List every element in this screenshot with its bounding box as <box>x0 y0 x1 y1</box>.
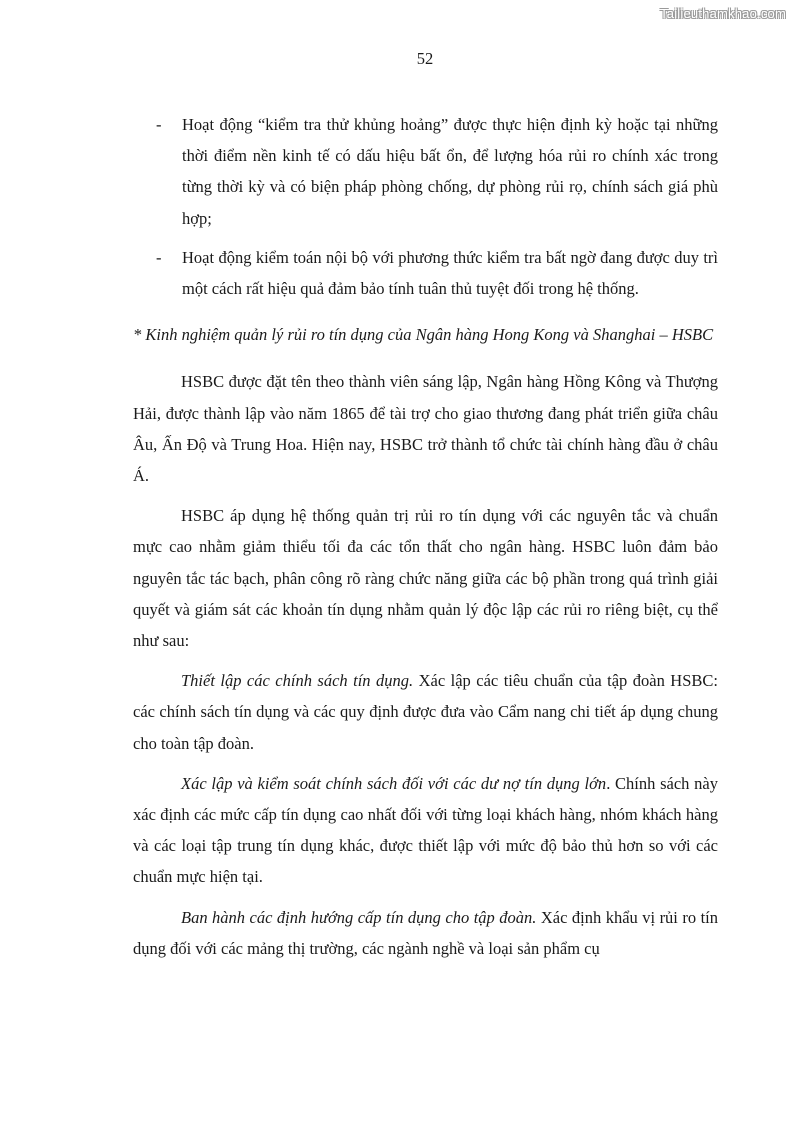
paragraph <box>133 500 718 656</box>
paragraph-lead: Thiết lập các chính sách tín dụng. <box>181 671 414 691</box>
bullet-dash: - <box>156 115 162 134</box>
section-heading: * Kinh nghiệm quản lý rủi ro tín dụng của Ngân hàng Hong Kong và Shanghai – HSBC <box>133 325 714 345</box>
paragraph <box>133 366 718 491</box>
page-number: 52 <box>416 49 434 68</box>
page-body <box>133 109 718 973</box>
paragraph <box>133 768 718 893</box>
bullet-item <box>133 242 718 304</box>
paragraph-text: HSBC được đặt tên theo thành viên sáng lập, Ngân hàng Hồng Kông và Thượng Hải, được thành lập vào năm 1865 để tài trợ cho giao thương đang phát triển giữa châu Âu, Ấn Độ và Trung Hoa. Hiện nay, HSBC trở thành tổ chức tài chính hàng đầu ở châu Á. <box>133 372 718 486</box>
paragraph-lead: Xác lập và kiểm soát chính sách đối với các dư nợ tín dụng lớn <box>181 773 607 793</box>
paragraph <box>133 665 718 759</box>
paragraph-text: Xác định khẩu vị rủi ro tín dụng đối với các mảng thị trường, các ngành nghề và loại sản phẩm cụ <box>133 907 719 958</box>
paragraph <box>133 902 718 964</box>
bullet-text: Hoạt động “kiểm tra thử khủng hoảng” được thực hiện định kỳ hoặc tại những thời điểm nền kinh tế có dấu hiệu bất ổn, để lượng hóa rủi ro chính xác trong từng thời kỳ và có biện pháp phòng chống, dự phòng rủi rọ, chính sách giá phù hợp; <box>182 115 718 228</box>
paragraph-text: . Chính sách này xác định các mức cấp tín dụng cao nhất đối với từng loại khách hàng, nhóm khách hàng và các loại tập trung tín dụng khác, được thiết lập với mức độ bảo thủ hơn so với các chuẩn mực hiện tại. <box>133 773 718 887</box>
bullet-item <box>133 109 718 234</box>
watermark: Tailieuthamkhao.com <box>660 6 786 21</box>
paragraph-text: Xác lập các tiêu chuẩn của tập đoàn HSBC: các chính sách tín dụng và các quy định được đưa vào Cẩm nang chi tiết áp dụng chung cho toàn tập đoàn. <box>133 671 718 753</box>
bullet-dash: - <box>156 247 162 267</box>
paragraph-lead: Ban hành các định hướng cấp tín dụng cho tập đoàn. <box>181 907 537 927</box>
paragraph-text: HSBC áp dụng hệ thống quản trị rủi ro tín dụng với các nguyên tắc và chuẩn mực cao nhằm giảm thiểu tối đa các tổn thất cho ngân hàng. HSBC luôn đảm bảo nguyên tắc tác bạch, phân công rõ ràng chức năng giữa các bộ phần trong quá trình giải quyết và giám sát các khoản tín dụng nhằm quản lý độc lập các rủi ro riêng biệt, cụ thể như sau: <box>133 506 718 651</box>
bullet-text: Hoạt động kiểm toán nội bộ với phương thức kiểm tra bất ngờ đang được duy trì một cách rất hiệu quả đảm bảo tính tuân thủ tuyệt đối trong hệ thống. <box>182 247 718 299</box>
